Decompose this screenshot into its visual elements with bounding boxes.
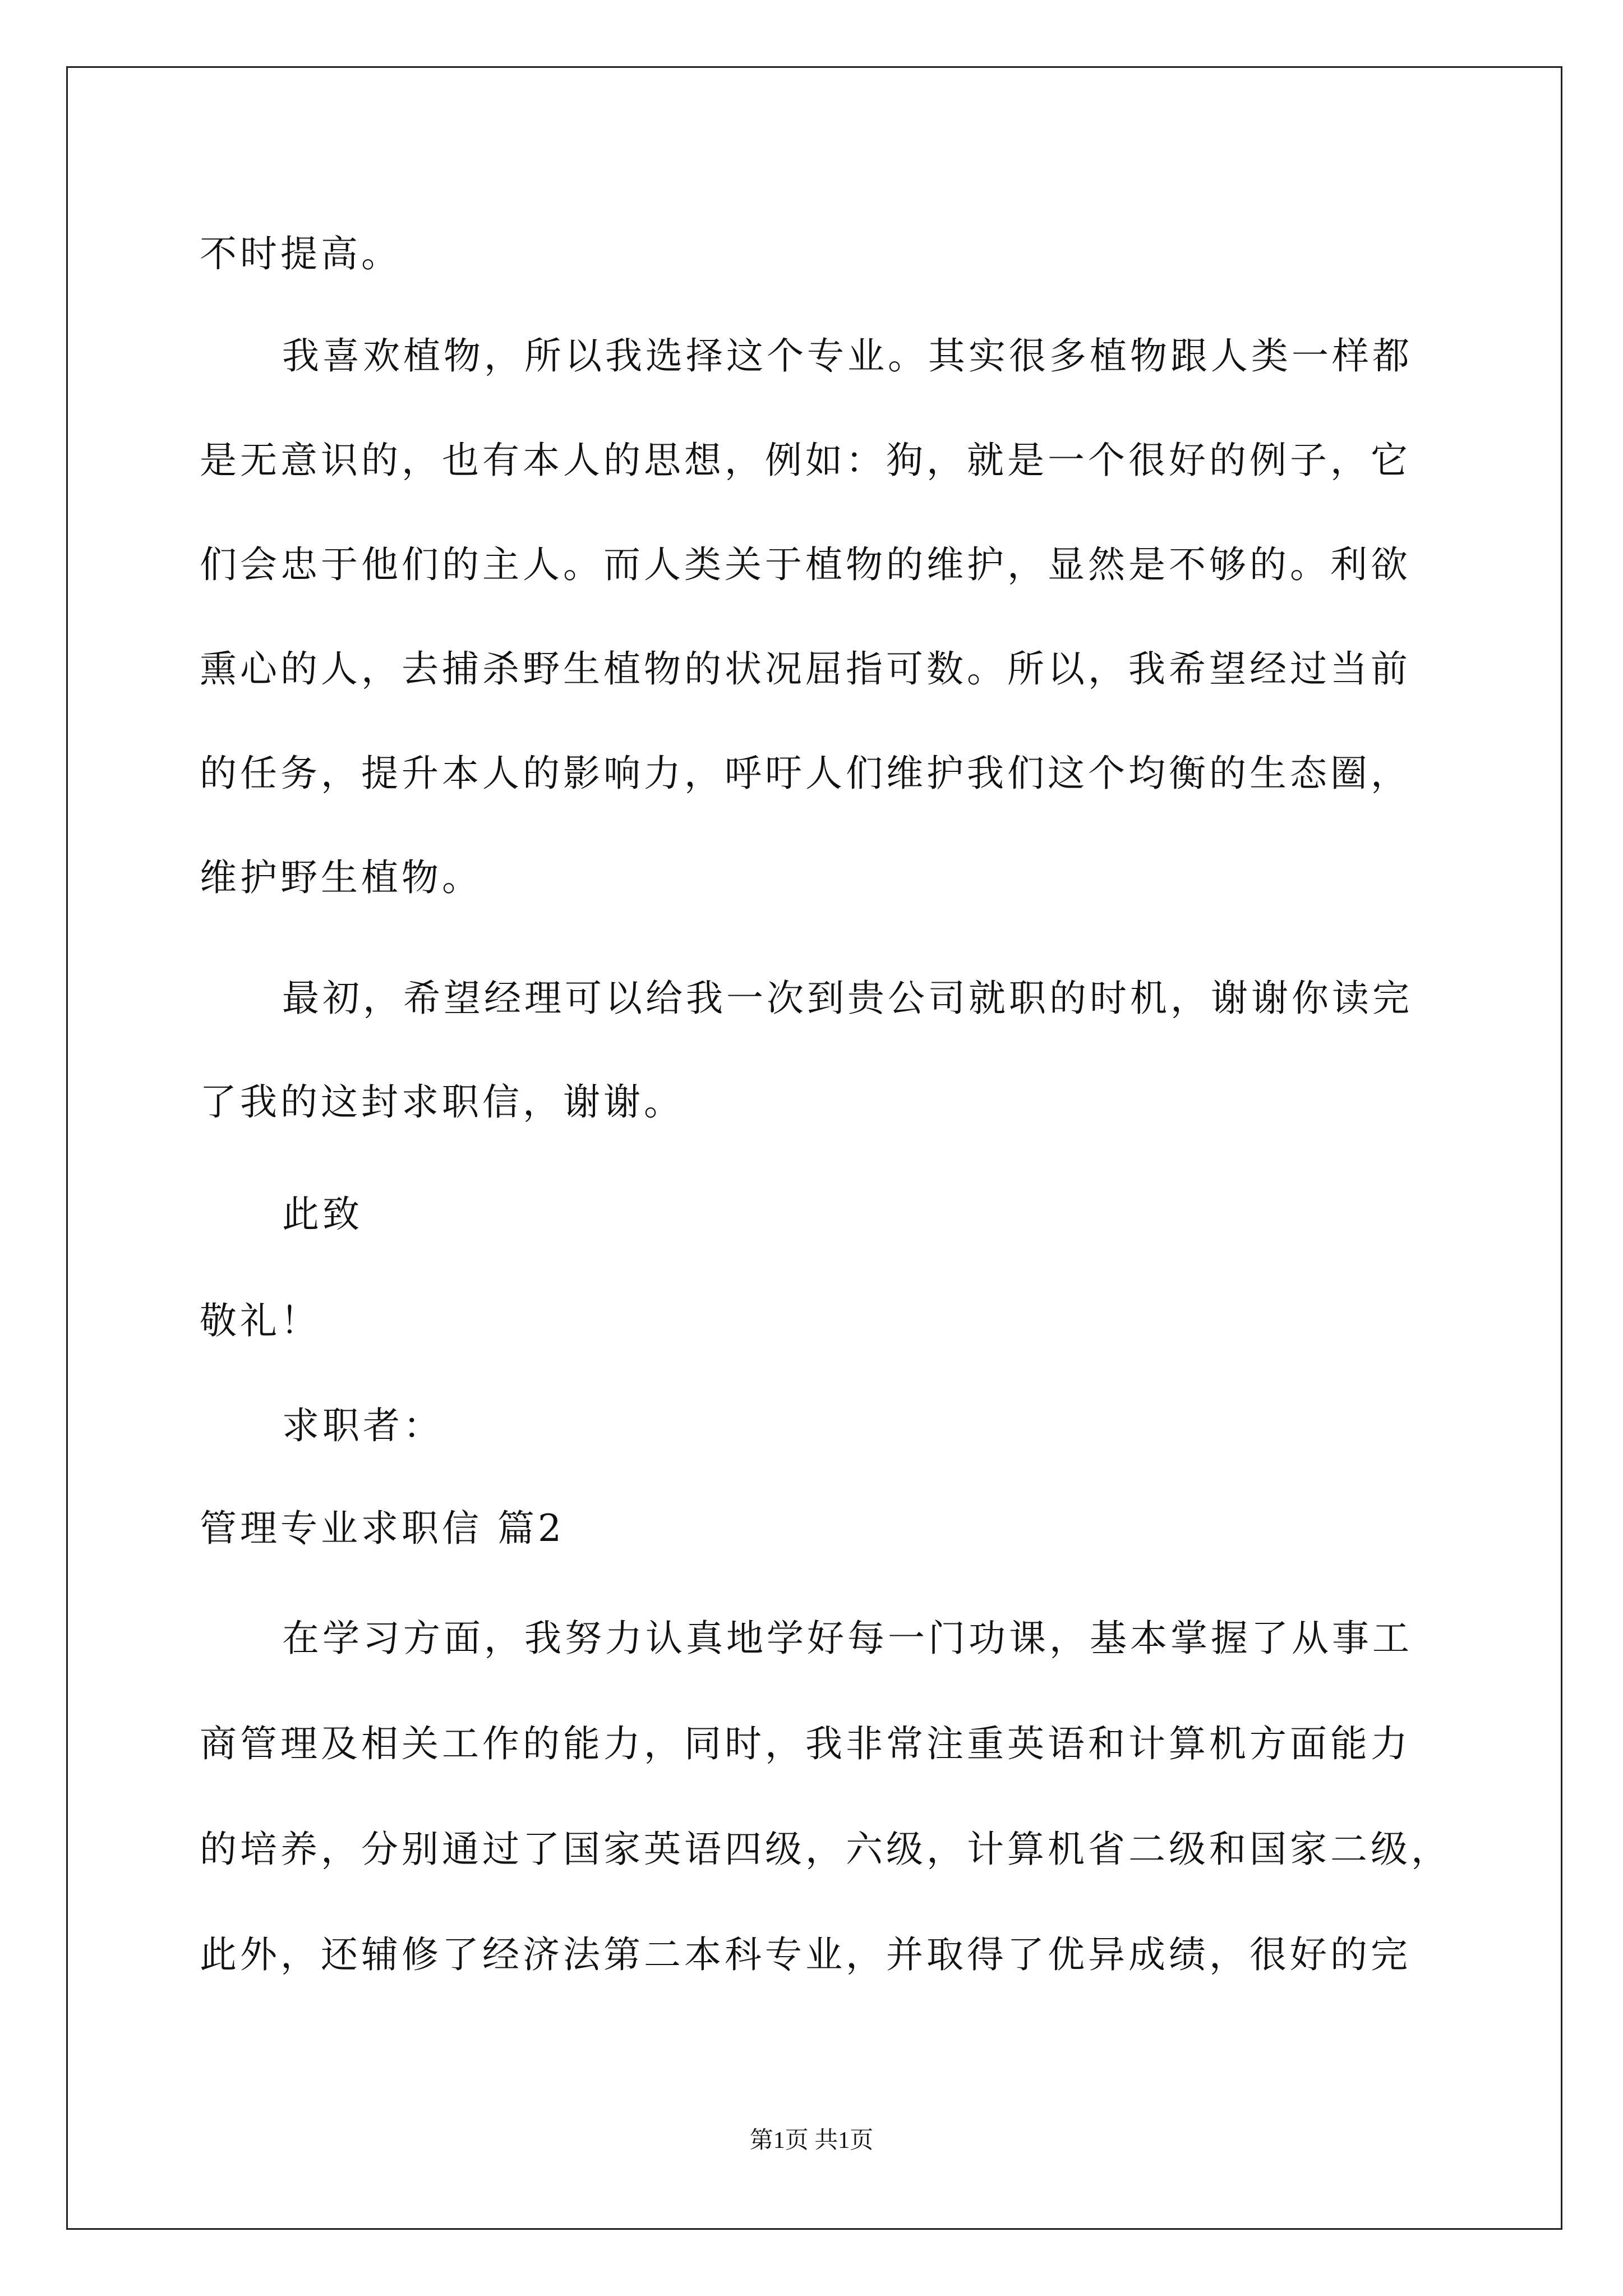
page-footer: 第1页 共1页: [749, 2128, 874, 2154]
paragraph-line: 的培养，分别通过了国家英语四级，六级，计算机省二级和国家二级，: [200, 1828, 1451, 1871]
paragraph-line: 熏心的人，去捕杀野生植物的状况屈指可数。所以，我希望经过当前: [200, 647, 1411, 691]
salutation-line: 此致: [282, 1193, 363, 1236]
signature-line: 求职者：: [282, 1404, 444, 1447]
paragraph-line: 最初，希望经理可以给我一次到贵公司就职的时机，谢谢你读完: [282, 977, 1413, 1020]
paragraph-line: 在学习方面，我努力认真地学好每一门功课，基本掌握了从事工: [282, 1617, 1413, 1660]
salutation-line: 敬礼！: [200, 1299, 321, 1342]
paragraph-line: 不时提高。: [200, 232, 402, 275]
paragraph-line: 商管理及相关工作的能力，同时，我非常注重英语和计算机方面能力: [200, 1722, 1411, 1765]
paragraph-line: 我喜欢植物，所以我选择这个专业。其实很多植物跟人类一样都: [282, 334, 1413, 378]
paragraph-line: 了我的这封求职信，谢谢。: [200, 1080, 684, 1124]
paragraph-line: 的任务，提升本人的影响力，呼吁人们维护我们这个均衡的生态圈，: [200, 752, 1411, 795]
paragraph-line: 维护野生植物。: [200, 856, 482, 899]
paragraph-line: 此外，还辅修了经济法第二本科专业，并取得了优异成绩，很好的完: [200, 1933, 1411, 1976]
section-heading: 管理专业求职信 篇2: [200, 1507, 565, 1550]
paragraph-line: 们会忠于他们的主人。而人类关于植物的维护，显然是不够的。利欲: [200, 543, 1411, 586]
paragraph-line: 是无意识的，也有本人的思想，例如：狗，就是一个很好的例子，它: [200, 439, 1411, 482]
page-border: [66, 66, 1562, 2230]
